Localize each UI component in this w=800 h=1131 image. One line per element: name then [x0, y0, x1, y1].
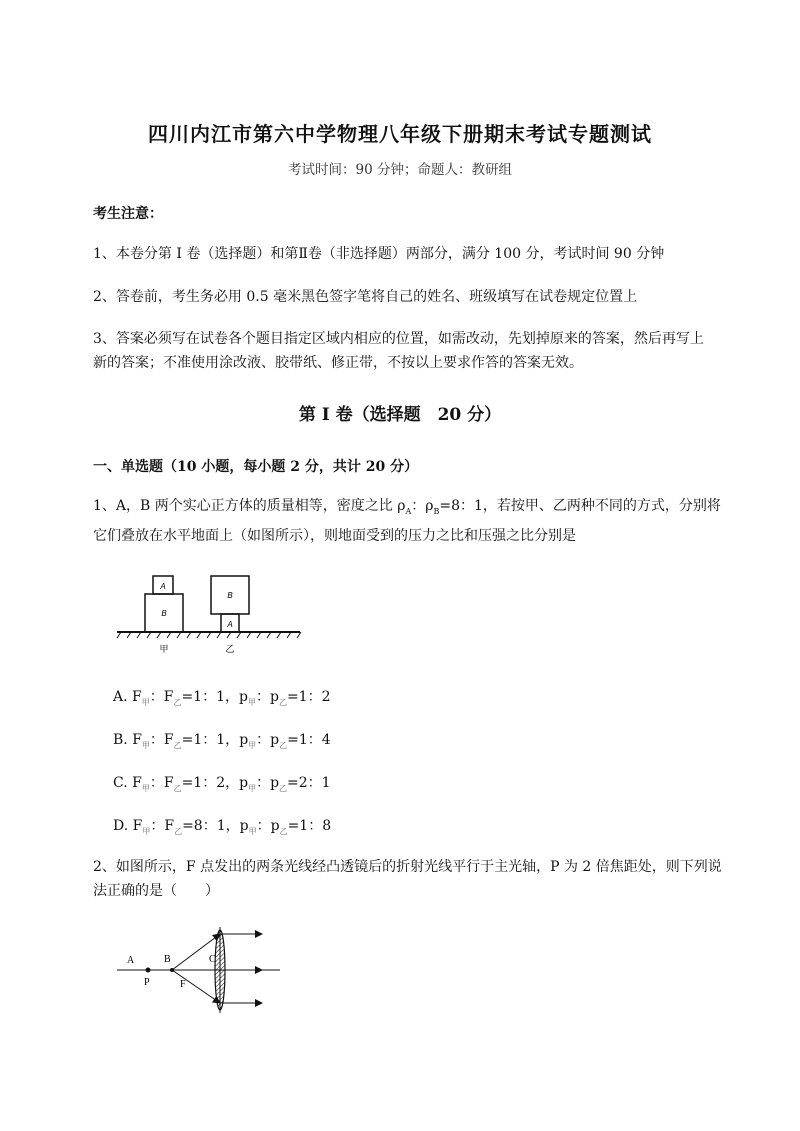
svg-text:甲: 甲 — [159, 645, 169, 655]
svg-text:C: C — [209, 954, 216, 965]
document-title: 四川内江市第六中学物理八年级下册期末考试专题测试 — [148, 122, 652, 146]
notice-item-2: 2、答卷前，考生务必用 0.5 毫米黑色签字笔将自己的姓名、班级填写在试卷规定位置上 — [93, 289, 638, 305]
document-subtitle: 考试时间：90 分钟；命题人：教研组 — [288, 162, 512, 178]
section-title: 第 I 卷（选择题 20 分） — [298, 405, 502, 425]
svg-text:A: A — [127, 955, 135, 966]
point-p — [146, 968, 151, 973]
question-2-figure — [112, 925, 287, 1025]
svg-text:B: B — [164, 954, 171, 965]
svg-text:B: B — [227, 591, 233, 600]
svg-text:乙: 乙 — [225, 645, 235, 655]
question-1-figure — [115, 570, 305, 660]
option-b[interactable]: B. $F_甲$：$F_乙=1$：1，$p_甲$：$p_乙=1$：4 — [113, 732, 331, 750]
option-c[interactable]: C. $F_甲$：$F_乙=1$：2，$p_甲$：$p_乙=2$：1 — [113, 775, 331, 793]
option-d[interactable]: D. $F_甲$：$F_乙=8$：1，$p_甲$：$p_乙=1$：8 — [113, 818, 332, 836]
svg-text:A: A — [227, 620, 233, 629]
option-a[interactable]: A. $F_甲$：$F_乙=1$：1，$p_甲$：$p_乙=1$：2 — [113, 689, 331, 707]
part-heading: 一、单选题（10 小题，每小题 2 分，共计 20 分） — [93, 459, 419, 475]
svg-text:P: P — [144, 977, 150, 988]
svg-text:A: A — [160, 582, 166, 591]
notice-item-1: 1、本卷分第 I 卷（选择题）和第Ⅱ卷（非选择题）两部分，满分 100 分，考试时间 90 分钟 — [93, 246, 665, 262]
question-2-text: 2、如图所示，F 点发出的两条光线经凸透镜后的折射光线平行于主光轴，P 为 2 倍焦距处，则下列说法正确的是（ ） — [93, 859, 722, 899]
notice-item-3: 3、答案必须写在试卷各个题目指定区域内相应的位置，如需改动，先划掉原来的答案，然后再写上新的答案；不准使用涂改液、胶带纸、修正带，不按以上要求作答的答案无效。 — [93, 331, 704, 371]
svg-text:B: B — [161, 609, 167, 618]
notice-heading: 考生注意： — [93, 206, 163, 222]
question-1-text: 1、A，B 两个实心正方体的质量相等，密度之比 $\rho_A$：$\rho_B=8$：1，若按甲、乙两种不同的方式，分别将它们叠放在水平地面上（如图所示），则地面受到的压力之比和压强之比分别是 — [93, 498, 721, 544]
svg-text:F: F — [180, 979, 186, 990]
